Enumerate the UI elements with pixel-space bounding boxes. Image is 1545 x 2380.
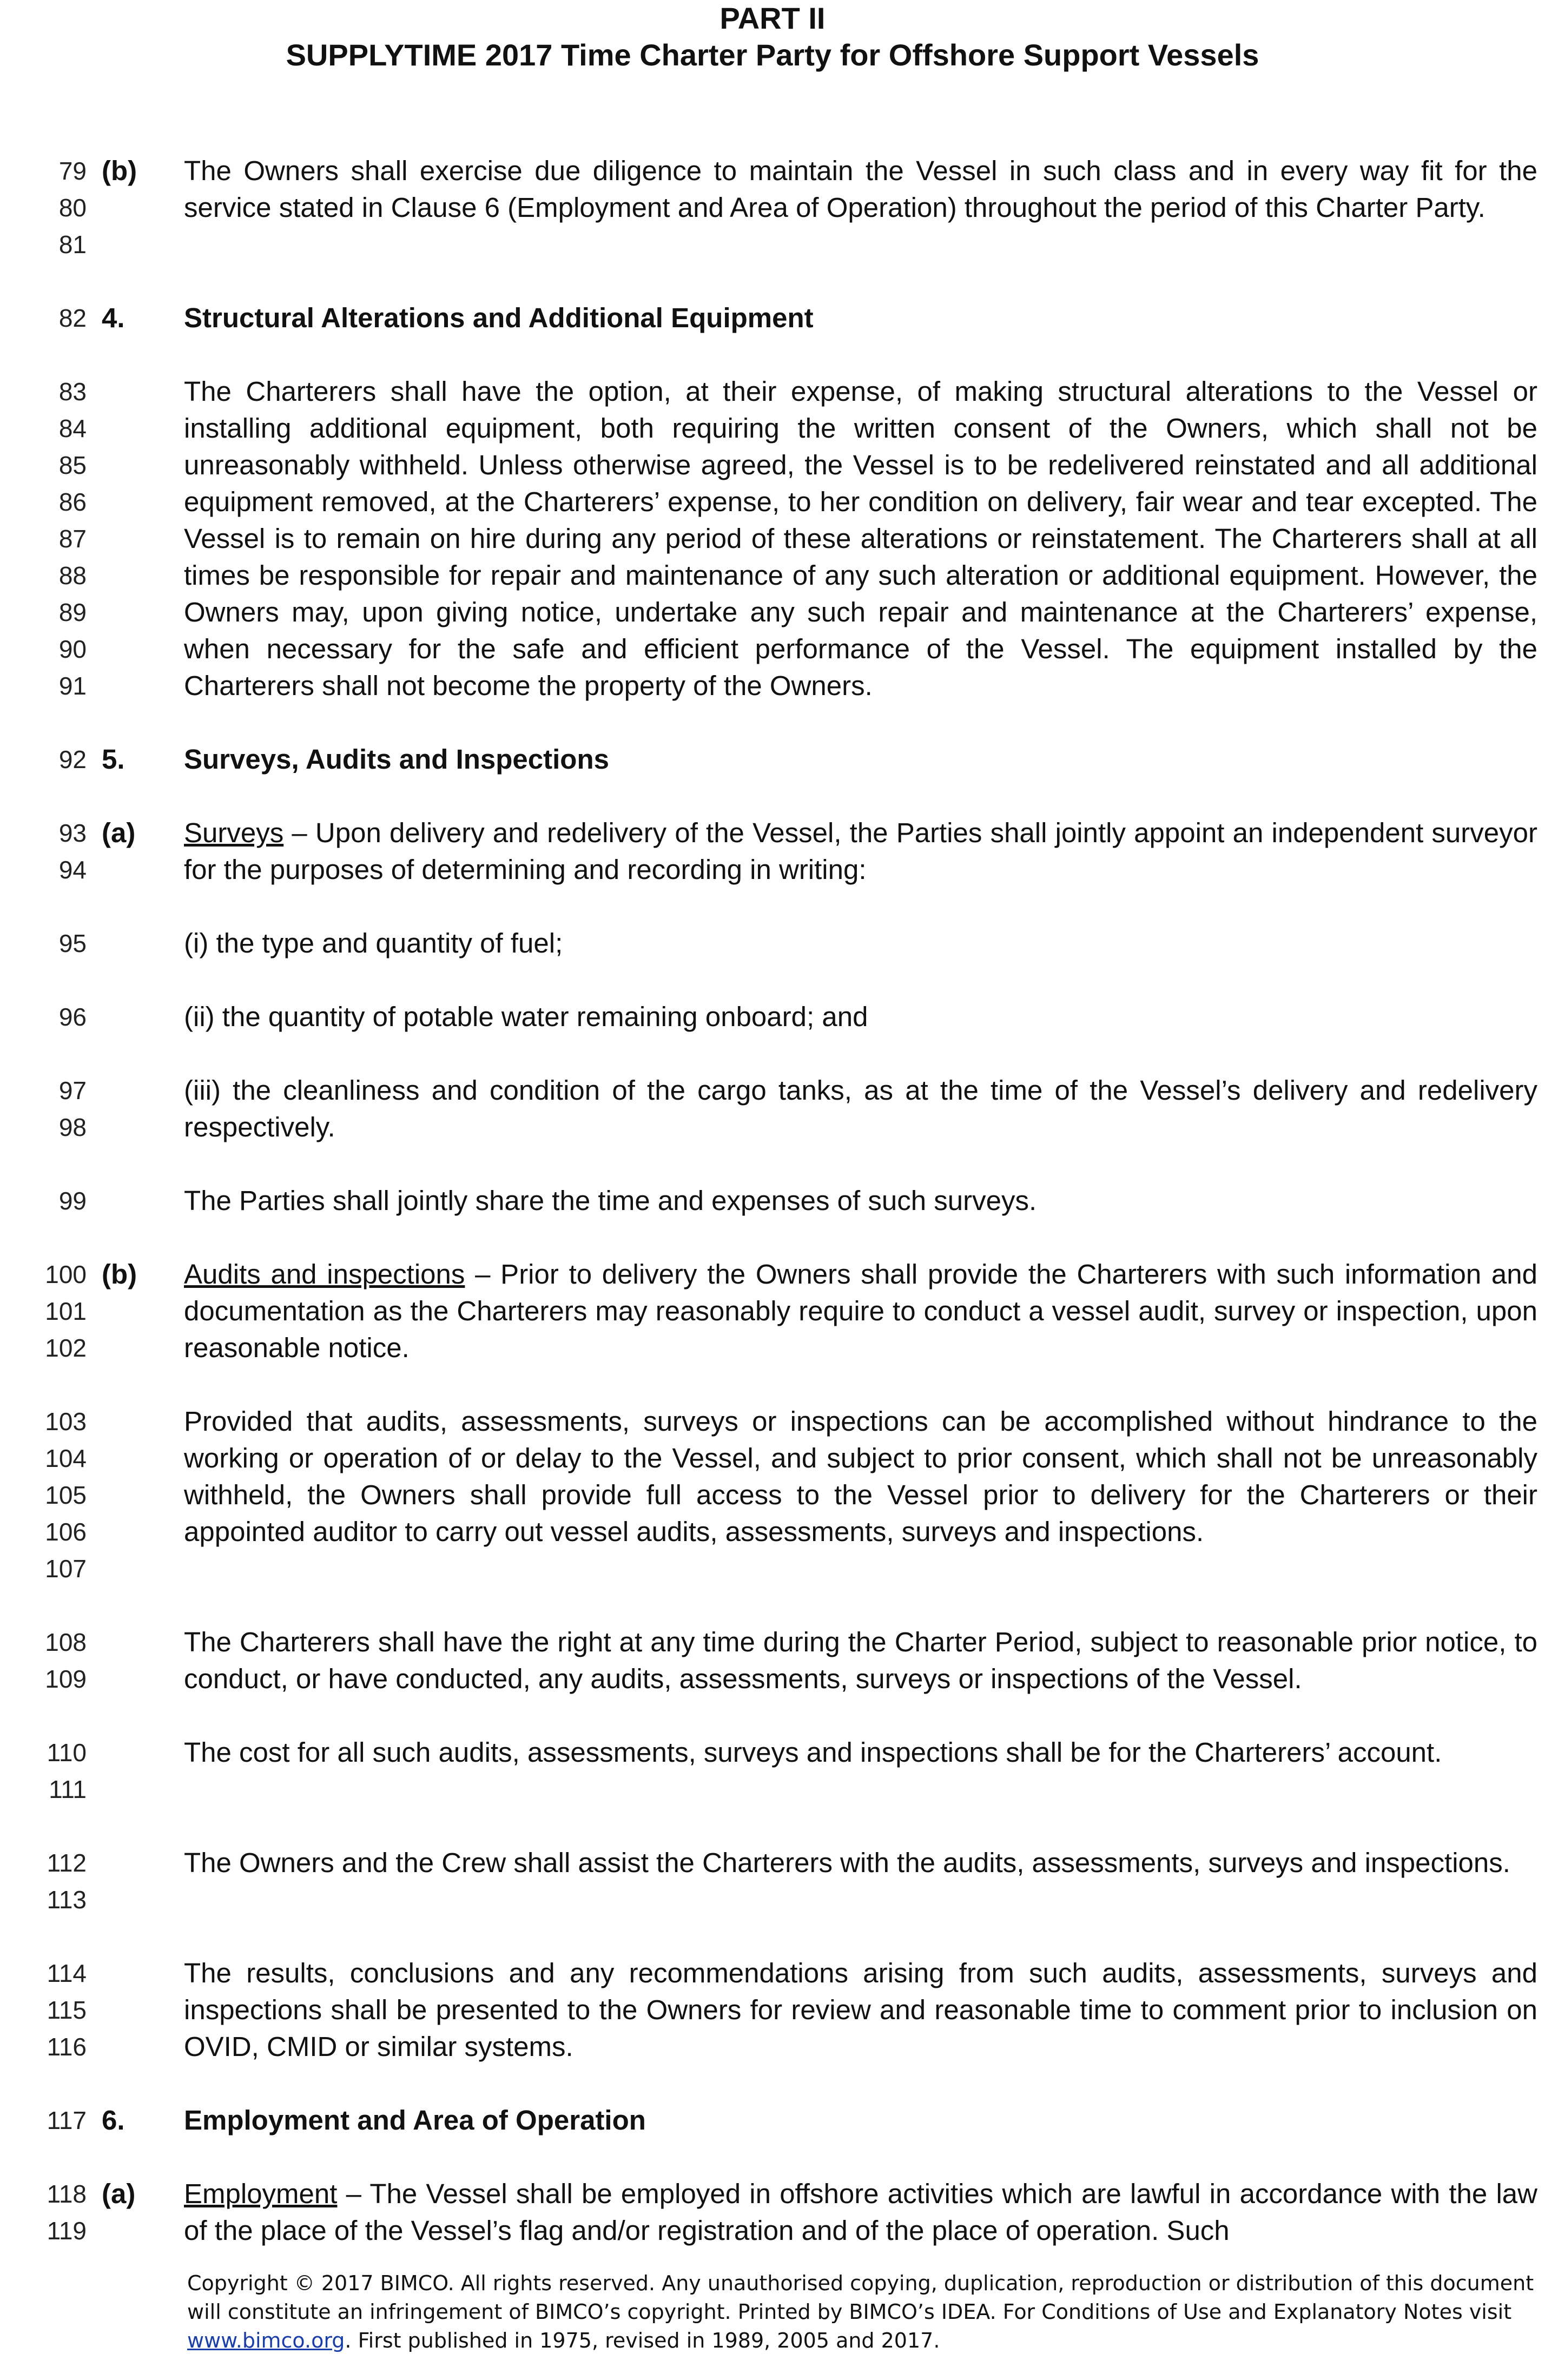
line-numbers [0, 1072, 87, 1146]
clause-paragraph [0, 2176, 1545, 2249]
clause-heading [0, 741, 1545, 778]
clause-body-text: The Owners shall exercise due diligence to maintain the Vessel in such class and in every way fit for the service stated in Clause 6 (Employment and Area of Operation) throughout the period of this Charter Party. [184, 155, 1537, 223]
line-numbers [0, 1624, 87, 1697]
subclause-title: Employment [184, 2178, 338, 2209]
line-number: 110 [47, 1738, 87, 1767]
line-numbers [0, 815, 87, 888]
line-number: 113 [47, 1886, 87, 1914]
line-number: 109 [45, 1665, 87, 1693]
clause-text [184, 815, 1537, 888]
clause-heading [0, 2102, 1545, 2139]
line-number: 100 [45, 1260, 87, 1288]
line-number: 117 [47, 2106, 87, 2134]
line-number: 80 [58, 194, 87, 222]
line-number: 79 [58, 157, 87, 185]
clause-text [184, 1955, 1537, 2065]
clause-text [184, 1403, 1537, 1587]
line-number: 92 [58, 745, 87, 774]
clause-text [184, 1182, 1537, 1219]
clause-body-text: Employment and Area of Operation [184, 2105, 646, 2136]
line-number: 84 [58, 414, 87, 442]
clause-text [184, 373, 1537, 704]
line-number: 115 [47, 1996, 87, 2024]
line-number: 91 [58, 672, 87, 700]
line-number: 106 [45, 1518, 87, 1546]
clause-body-text: – Upon delivery and redelivery of the Vessel, the Parties shall jointly appoint an independent surveyor for the purposes of determining and recording in writing: [184, 817, 1537, 885]
clause-paragraph [0, 1256, 1545, 1366]
clause-paragraph [0, 1844, 1545, 1918]
clause-paragraph [0, 373, 1545, 704]
clause-marker: (a) [102, 2178, 136, 2209]
line-numbers [0, 1955, 87, 2065]
clause-body-text: (iii) the cleanliness and condition of the cargo tanks, as at the time of the Vessel’s delivery and redelivery respectively. [184, 1075, 1537, 1142]
clause-marker [87, 1955, 184, 2065]
line-numbers [0, 1403, 87, 1587]
subclause-title: Surveys [184, 817, 284, 848]
clause-paragraph [0, 1624, 1545, 1697]
clause-body-text: The Parties shall jointly share the time and expenses of such surveys. [184, 1185, 1037, 1216]
copyright-footer [187, 2269, 1545, 2355]
clause-paragraph [0, 1955, 1545, 2065]
clause-marker [87, 1403, 184, 1587]
line-number: 86 [58, 488, 87, 516]
clause-text [184, 1256, 1537, 1366]
bimco-link[interactable]: www.bimco.org [187, 2329, 345, 2352]
clause-body-text: The Charterers shall have the right at any time during the Charter Period, subject to reasonable prior notice, to conduct, or have conducted, any audits, assessments, surveys or inspections of the Vessel. [184, 1627, 1537, 1694]
line-number: 119 [47, 2217, 87, 2245]
clause-text [184, 1624, 1537, 1697]
clause-marker: (b) [102, 155, 137, 186]
line-number: 81 [58, 230, 87, 259]
line-numbers [0, 999, 87, 1035]
line-number: 108 [45, 1628, 87, 1656]
clause-text [184, 1844, 1537, 1918]
line-numbers [0, 2102, 87, 2139]
line-numbers [0, 925, 87, 962]
clause-marker [87, 373, 184, 704]
clause-title [184, 741, 1537, 778]
line-numbers [0, 741, 87, 778]
line-number: 98 [58, 1113, 87, 1141]
clause-marker: 5. [102, 744, 125, 775]
line-number: 103 [45, 1407, 87, 1436]
line-number: 93 [58, 819, 87, 847]
line-numbers [0, 373, 87, 704]
clause-body-text: (ii) the quantity of potable water remaining onboard; and [184, 1001, 868, 1032]
line-number: 101 [45, 1297, 87, 1325]
line-number: 112 [47, 1849, 87, 1877]
line-number: 114 [47, 1959, 87, 1987]
line-number: 104 [45, 1444, 87, 1472]
clause-text [184, 1734, 1537, 1808]
clause-marker [87, 999, 184, 1035]
line-numbers [0, 2176, 87, 2249]
clause-paragraph [0, 153, 1545, 263]
line-number: 116 [47, 2033, 87, 2061]
clause-title [184, 300, 1537, 336]
clause-title [184, 2102, 1537, 2139]
line-number: 102 [45, 1334, 87, 1362]
line-number: 94 [58, 856, 87, 884]
line-number: 111 [49, 1775, 87, 1803]
clause-body-text: The Charterers shall have the option, at their expense, of making structural alterations to the Vessel or installing additional equipment, both requiring the written consent of the Owners, which shall not be unreasonably withheld. Unless otherwise agreed, the Vessel is to be redelivered reinstated and all additional equipment removed, at the Charterers’ expense, to her condition on delivery, fair wear and tear excepted. The Vessel is to remain on hire during any period of these alterations or reinstatement. The Charterers shall at all times be responsible for repair and maintenance of any such alteration or additional equipment. However, the Owners may, upon giving notice, undertake any such repair and maintenance at the Charterers’ expense, when necessary for the safe and efficient performance of the Vessel. The equipment installed by the Charterers shall not become the property of the Owners. [184, 376, 1537, 701]
clause-text [184, 2176, 1537, 2249]
line-numbers [0, 153, 87, 263]
clause-body-text: Provided that audits, assessments, surveys or inspections can be accomplished without hindrance to the working or operation of or delay to the Vessel, and subject to prior consent, which shall not be unreasonably withheld, the Owners shall provide full access to the Vessel prior to delivery for the Charterers or their appointed auditor to carry out vessel audits, assessments, surveys and inspections. [184, 1406, 1537, 1547]
line-number: 118 [47, 2180, 87, 2208]
page-header [0, 0, 1545, 74]
line-number: 83 [58, 378, 87, 406]
footer-text: Copyright © 2017 BIMCO. All rights reserved. Any unauthorised copying, duplication, reproduction or distribution of this document will constitute an infringement of BIMCO’s copyright. Printed by BIMCO’s IDEA. For Conditions of Use and Explanatory Notes visit [187, 2271, 1534, 2324]
line-number: 95 [58, 929, 87, 957]
line-numbers [0, 1256, 87, 1366]
clause-marker [87, 1734, 184, 1808]
line-numbers [0, 1182, 87, 1219]
clause-marker: 4. [102, 302, 125, 333]
line-number: 99 [58, 1187, 87, 1215]
line-number: 88 [58, 561, 87, 590]
clause-marker: (b) [102, 1259, 137, 1290]
line-number: 85 [58, 451, 87, 479]
line-numbers [0, 300, 87, 336]
footer-text-end: . First published in 1975, revised in 1989, 2005 and 2017. [345, 2329, 940, 2352]
line-numbers [0, 1844, 87, 1918]
clause-paragraph [0, 925, 1545, 962]
clause-paragraph [0, 1403, 1545, 1587]
clause-body-text: The results, conclusions and any recommendations arising from such audits, assessments, surveys and inspections shall be presented to the Owners for review and reasonable time to comment prior to inclusion on OVID, CMID or similar systems. [184, 1958, 1537, 2062]
clause-paragraph [0, 999, 1545, 1035]
clause-text [184, 925, 1537, 962]
line-number: 82 [58, 304, 87, 332]
clause-paragraph [0, 1734, 1545, 1808]
clause-marker [87, 1624, 184, 1697]
line-number: 105 [45, 1481, 87, 1509]
line-number: 97 [58, 1076, 87, 1105]
clause-marker: 6. [102, 2105, 125, 2136]
clause-text [184, 1072, 1537, 1146]
clause-marker [87, 1182, 184, 1219]
line-number: 89 [58, 598, 87, 626]
clause-body-text: Structural Alterations and Additional Equipment [184, 302, 814, 333]
clause-body-text: – The Vessel shall be employed in offshore activities which are lawful in accordance with the law of the place of the Vessel’s flag and/or registration and of the place of operation. Such [184, 2178, 1537, 2246]
line-numbers [0, 1734, 87, 1808]
line-number: 107 [45, 1555, 87, 1583]
clause-marker [87, 1844, 184, 1918]
clause-paragraph [0, 815, 1545, 888]
document-title: SUPPLYTIME 2017 Time Charter Party for Offshore Support Vessels [286, 38, 1259, 72]
clause-body-text: (i) the type and quantity of fuel; [184, 928, 563, 958]
clause-paragraph [0, 1182, 1545, 1219]
clause-text [184, 999, 1537, 1035]
line-number: 96 [58, 1003, 87, 1031]
clause-text [184, 153, 1537, 263]
part-label: PART II [719, 1, 826, 35]
clause-paragraph [0, 1072, 1545, 1146]
line-number: 87 [58, 525, 87, 553]
document-body [0, 153, 1545, 2249]
clause-body-text: The cost for all such audits, assessments, surveys and inspections shall be for the Charterers’ account. [184, 1737, 1442, 1768]
clause-marker [87, 925, 184, 962]
clause-marker [87, 1072, 184, 1146]
clause-body-text: Surveys, Audits and Inspections [184, 744, 609, 775]
subclause-title: Audits and inspections [184, 1259, 465, 1290]
line-number: 90 [58, 635, 87, 663]
clause-marker: (a) [102, 817, 136, 848]
clause-body-text: – Prior to delivery the Owners shall provide the Charterers with such information and documentation as the Charterers may reasonably require to conduct a vessel audit, survey or inspection, upon reasonable notice. [184, 1259, 1537, 1363]
clause-heading [0, 300, 1545, 336]
clause-body-text: The Owners and the Crew shall assist the Charterers with the audits, assessments, surveys and inspections. [184, 1847, 1510, 1878]
